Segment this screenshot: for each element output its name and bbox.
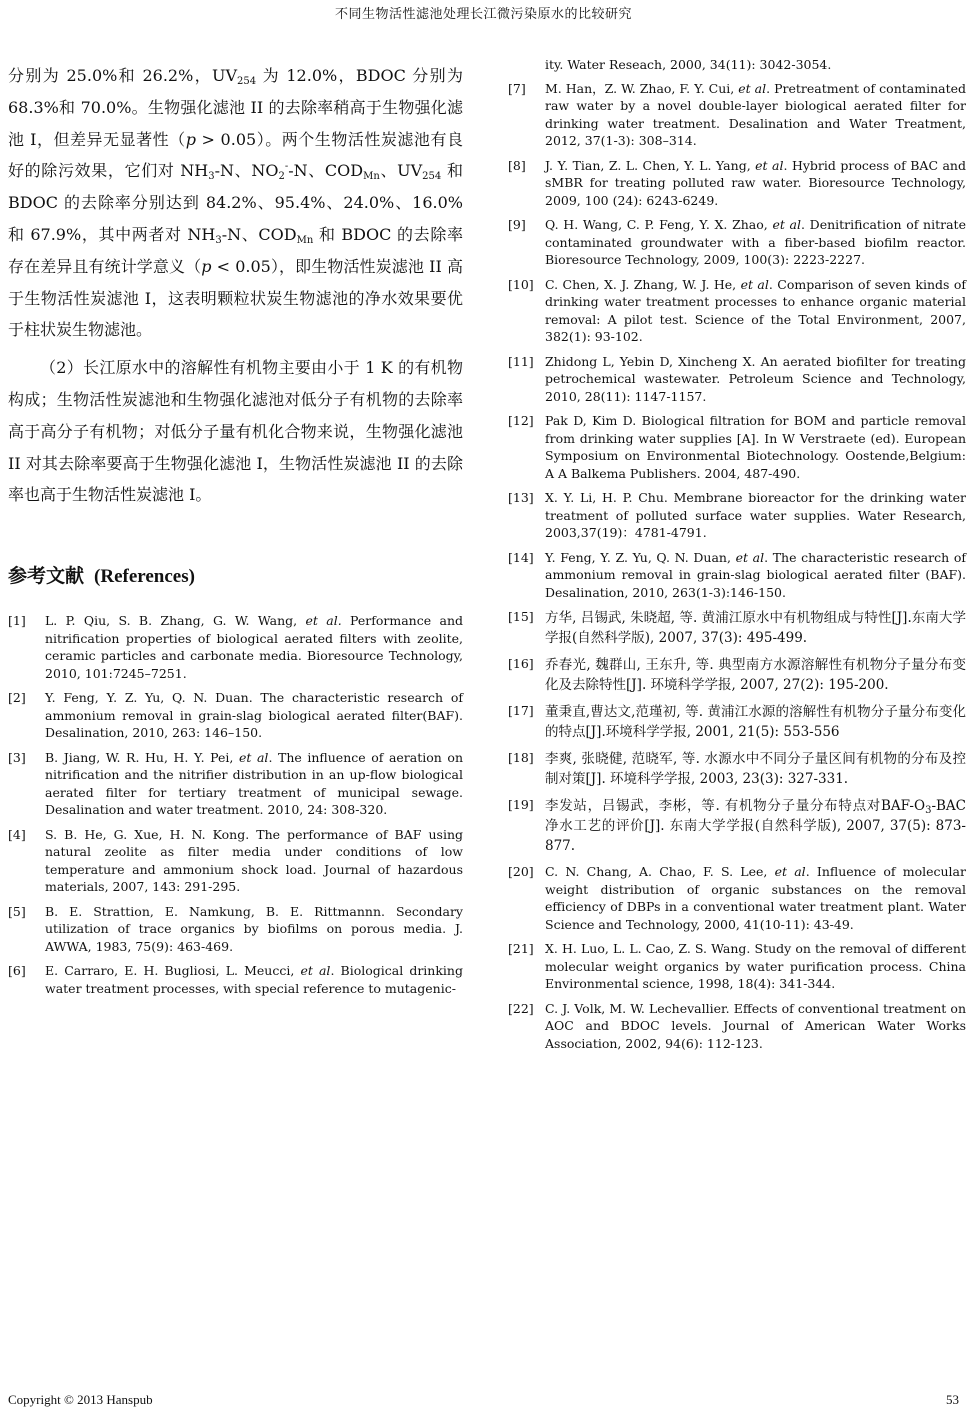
reference-number: [11] <box>508 353 534 369</box>
reference-number: [15] <box>508 609 534 624</box>
subscript: Mn <box>296 234 314 246</box>
text-run: 和 BDOC 的去除率分别达到 84.2%、95.4%、24.0%、16.0%和 67.9%，其中两者对 NH <box>8 161 464 244</box>
text-run: > 0.05）。两个生物活性炭滤池有良好的除污效果，它们对 NH <box>8 129 463 181</box>
subscript: 2 <box>278 171 285 183</box>
italic-p: p <box>201 256 212 276</box>
reference-text: 李爽, 张晓健, 范晓军, 等. 水源水中不同分子量区间有机物的分布及控制对策[J]. 环境科学学报, 2003, 23(3): 327-331. <box>545 751 966 787</box>
reference-item <box>508 796 966 856</box>
right-column <box>508 56 966 1059</box>
reference-item <box>508 412 966 482</box>
reference-number: [4] <box>8 826 26 842</box>
reference-item <box>8 749 463 819</box>
reference-text: 李发站，吕锡武，李彬，等. 有机物分子量分布特点对BAF-$O_3$-BAC 净水工艺的评价[J]. 东南大学学报(自然科学版), 2007, 37(5): 873-877. <box>545 798 966 854</box>
text-run: 分别为 25.0%和 26.2%，UV <box>8 66 238 85</box>
italic-p: p <box>185 129 196 149</box>
reference-item <box>508 489 966 542</box>
reference-number: [8] <box>508 157 526 173</box>
running-head: 不同生物活性滤池处理长江微污染原水的比较研究 <box>334 7 632 22</box>
reference-item <box>508 940 966 993</box>
reference-text: Q. H. Wang, C. P. Feng, Y. X. Zhao, et al. Denitrification of nitrate contaminated groundwater with a fiber-based biofilm reactor. Bioresource Technology, 2009, 100(3): 2223-2227. <box>545 217 966 267</box>
reference-item <box>508 702 966 742</box>
reference-item <box>8 826 463 896</box>
references-heading <box>8 561 463 588</box>
reference-text: E. Carraro, E. H. Bugliosi, L. Meucci, et al. Biological drinking water treatment processes, with special reference to mutagenic- <box>45 963 463 996</box>
reference-text: S. B. He, G. Xue, H. N. Kong. The performance of BAF using natural zeolite as filter media under conditions of low temperature and ammonium shock load. Journal of hazardous materials, 2007, 143: 291-295. <box>45 826 463 895</box>
text-run: < 0.05），即生物活性炭滤池 II 高于生物活性炭滤池 I，这表明颗粒状炭生物滤池的净水效果要优于柱状炭生物滤池。 <box>8 256 463 340</box>
subscript: 3 <box>215 234 222 246</box>
footer-copyright: Copyright © 2013 Hanspub <box>8 1392 153 1407</box>
subscript: Mn <box>363 171 380 183</box>
conclusion-paragraph-1 <box>8 60 463 346</box>
reference-text: C. N. Chang, A. Chao, F. S. Lee, et al. Influence of molecular weight distribution of organic substances on the removal efficiency of DBPs in a conventional water treatment plant. Water Science and Technology, 2000, 41(10-11): 43-49. <box>545 864 966 932</box>
text-run: -N、NO <box>214 161 279 181</box>
conclusion-paragraph-2: （2）长江原水中的溶解性有机物主要由小于 1 K 的有机物构成；生物活性炭滤池和生物强化滤池对低分子有机物的去除率高于高分子有机物；对低分子量有机化合物来说，生物强化滤池 II 对其去除率要高于生物强化滤池 I，生物活性炭滤池 II 的去除率也高于生物活性炭滤池 I。 <box>8 358 463 505</box>
reference-number: [10] <box>508 276 534 292</box>
reference-item <box>8 962 463 997</box>
reference-item <box>508 1000 966 1053</box>
text-run: -N、COD <box>288 161 364 181</box>
reference-number: [12] <box>508 413 534 428</box>
text-run: 为 12.0%，BDOC 分别为 68.3%和 70.0%。生物强化滤池 II 的去除率稍高于生物强化滤池 I，但差异无显著性（ <box>8 66 463 149</box>
reference-text: Y. Feng, Y. Z. Yu, Q. N. Duan, et al. The characteristic research of ammonium removal in grain-slag biological aerated filter (BAF). Desalination, 2010, 263(1-3):146-150. <box>545 549 966 600</box>
reference-text: J. Y. Tian, Z. L. Chen, Y. L. Yang, et al. Hybrid process of BAC and sMBR for treating polluted raw water. Bioresource Technology, 2009, 100 (24): 6243-6249. <box>545 157 966 208</box>
reference-item <box>508 353 966 406</box>
subscript: 254 <box>422 171 442 183</box>
reference-text: Zhidong L, Yebin D, Xincheng X. An aerated biofilter for treating petrochemical wastewater. Petroleum Science and Technology, 2010, 28(11): 1147-1157. <box>545 353 966 404</box>
reference-number: [19] <box>508 797 534 812</box>
reference-text: 董秉直,曹达文,范瑾初, 等. 黄浦江水源的溶解性有机物分子量分布变化的特点[J].环境科学学报, 2001, 21(5): 553-556 <box>545 704 966 740</box>
reference-item <box>508 80 966 150</box>
reference-number: [9] <box>508 217 526 232</box>
page-number: 53 <box>946 1392 959 1407</box>
reference-number: [3] <box>8 749 26 765</box>
reference-item <box>508 216 966 269</box>
reference-item <box>508 276 966 346</box>
reference-text: C. Chen, X. J. Zhang, W. J. He, et al. Comparison of seven kinds of drinking water treatment processes to enhance organic material removal: A pilot test. Science of the Total Environment, 2007, 382(1): 93-102. <box>545 276 966 344</box>
reference-number: [2] <box>8 690 26 706</box>
subscript: 254 <box>237 76 257 87</box>
reference-text: X. Y. Li, H. P. Chu. Membrane bioreactor for the drinking water treatment of polluted surface water supplies. Water Research, 2003,37(19)：4781-4791. <box>545 490 966 540</box>
reference-text: C. J. Volk, M. W. Lechevallier. Effects of conventional treatment on AOC and BDOC levels. Journal of American Water Works Association, 2002, 94(6): 112-123. <box>545 1000 966 1051</box>
reference-text: B. Jiang, W. R. Hu, H. Y. Pei, et al. The influence of aeration on nitrification and the nitrifier distribution in an up-flow biological aerated filter for tertiary treatment of municipal sewage. Desalination and water treatment. 2010, 24: 308-320. <box>45 749 463 818</box>
reference-item <box>508 749 966 789</box>
reference-number: [21] <box>508 941 534 956</box>
reference-number: [22] <box>508 1000 534 1016</box>
reference-text: Pak D, Kim D. Biological filtration for BOM and particle removal from drinking water supplies [A]. In W Verstraete (ed). European Symposium on Environmental Biotechnology. Oostende,Belgium: A A Balkema Publishers. 2004, 487-490. <box>545 413 966 481</box>
reference-number: [18] <box>508 750 534 765</box>
reference-text: B. E. Strattion, E. Namkung, B. E. Rittmannn. Secondary utilization of trace organics by biofilms on porous media. J. AWWA, 1983, 75(9): 463-469. <box>45 903 463 954</box>
reference-text: Y. Feng, Y. Z. Yu, Q. N. Duan. The characteristic research of ammonium removal in grain-slag biological aerated filter(BAF). Desalination, 2010, 263: 146–150. <box>45 690 463 741</box>
subscript: 3 <box>208 171 215 183</box>
reference-number: [13] <box>508 490 534 505</box>
reference-number: [20] <box>508 864 534 879</box>
reference-text: 方华, 吕锡武, 朱晓超, 等. 黄浦江原水中有机物组成与特性[J].东南大学学报(自然科学版), 2007, 37(3): 495-499. <box>545 610 966 646</box>
left-column <box>8 60 463 1004</box>
reference-number: [6] <box>8 963 26 979</box>
reference-item <box>508 608 966 648</box>
references-heading-en: (References) <box>94 566 195 588</box>
reference-item <box>8 612 463 682</box>
reference-text: M. Han，Z. W. Zhao, F. Y. Cui, et al. Pretreatment of contaminated raw water by a novel double-layer biological aerated filter for drinking water treatment. Desalination and Water Treatment, 2012, 37(1-3): 308–314. <box>545 80 966 148</box>
references-list-right <box>508 80 966 1053</box>
text-run: 、UV <box>379 161 423 181</box>
reference-text: X. H. Luo, L. L. Cao, Z. S. Wang. Study on the removal of different molecular weight organics by water purification process. China Environmental science, 1998, 18(4): 341-344. <box>545 941 966 991</box>
reference-number: [17] <box>508 703 534 718</box>
references-heading-zh: 参考文献 <box>8 565 85 588</box>
reference-text: L. P. Qiu, S. B. Zhang, G. W. Wang, et al. Performance and nitrification properties of biological aerated filters with zeolite, ceramic particles and carbonate media. Bioresource Technology, 2010, 101:7245–7251. <box>45 613 463 681</box>
superscript: - <box>284 161 289 173</box>
reference-number: [16] <box>508 656 534 671</box>
reference-number: [5] <box>8 903 26 919</box>
reference-item <box>508 863 966 933</box>
reference-item <box>508 549 966 602</box>
reference-number: [7] <box>508 80 526 96</box>
reference-item <box>508 655 966 695</box>
references-list-left <box>8 612 463 997</box>
reference-text: 乔春光, 魏群山, 王东升, 等. 典型南方水源溶解性有机物分子量分布变化及去除特性[J]. 环境科学学报, 2007, 27(2): 195-200. <box>545 657 966 693</box>
reference-number: [1] <box>8 613 26 629</box>
text-run: -N、COD <box>221 224 297 244</box>
reference-number: [14] <box>508 549 534 565</box>
reference-item <box>8 903 463 956</box>
reference-item <box>8 689 463 742</box>
reference-item <box>508 157 966 210</box>
reference-continuation: ity. Water Reseach, 2000, 34(11): 3042-3054. <box>545 57 832 72</box>
text-run: 和 BDOC 的去除率存在差异且有统计学意义（ <box>8 224 463 276</box>
